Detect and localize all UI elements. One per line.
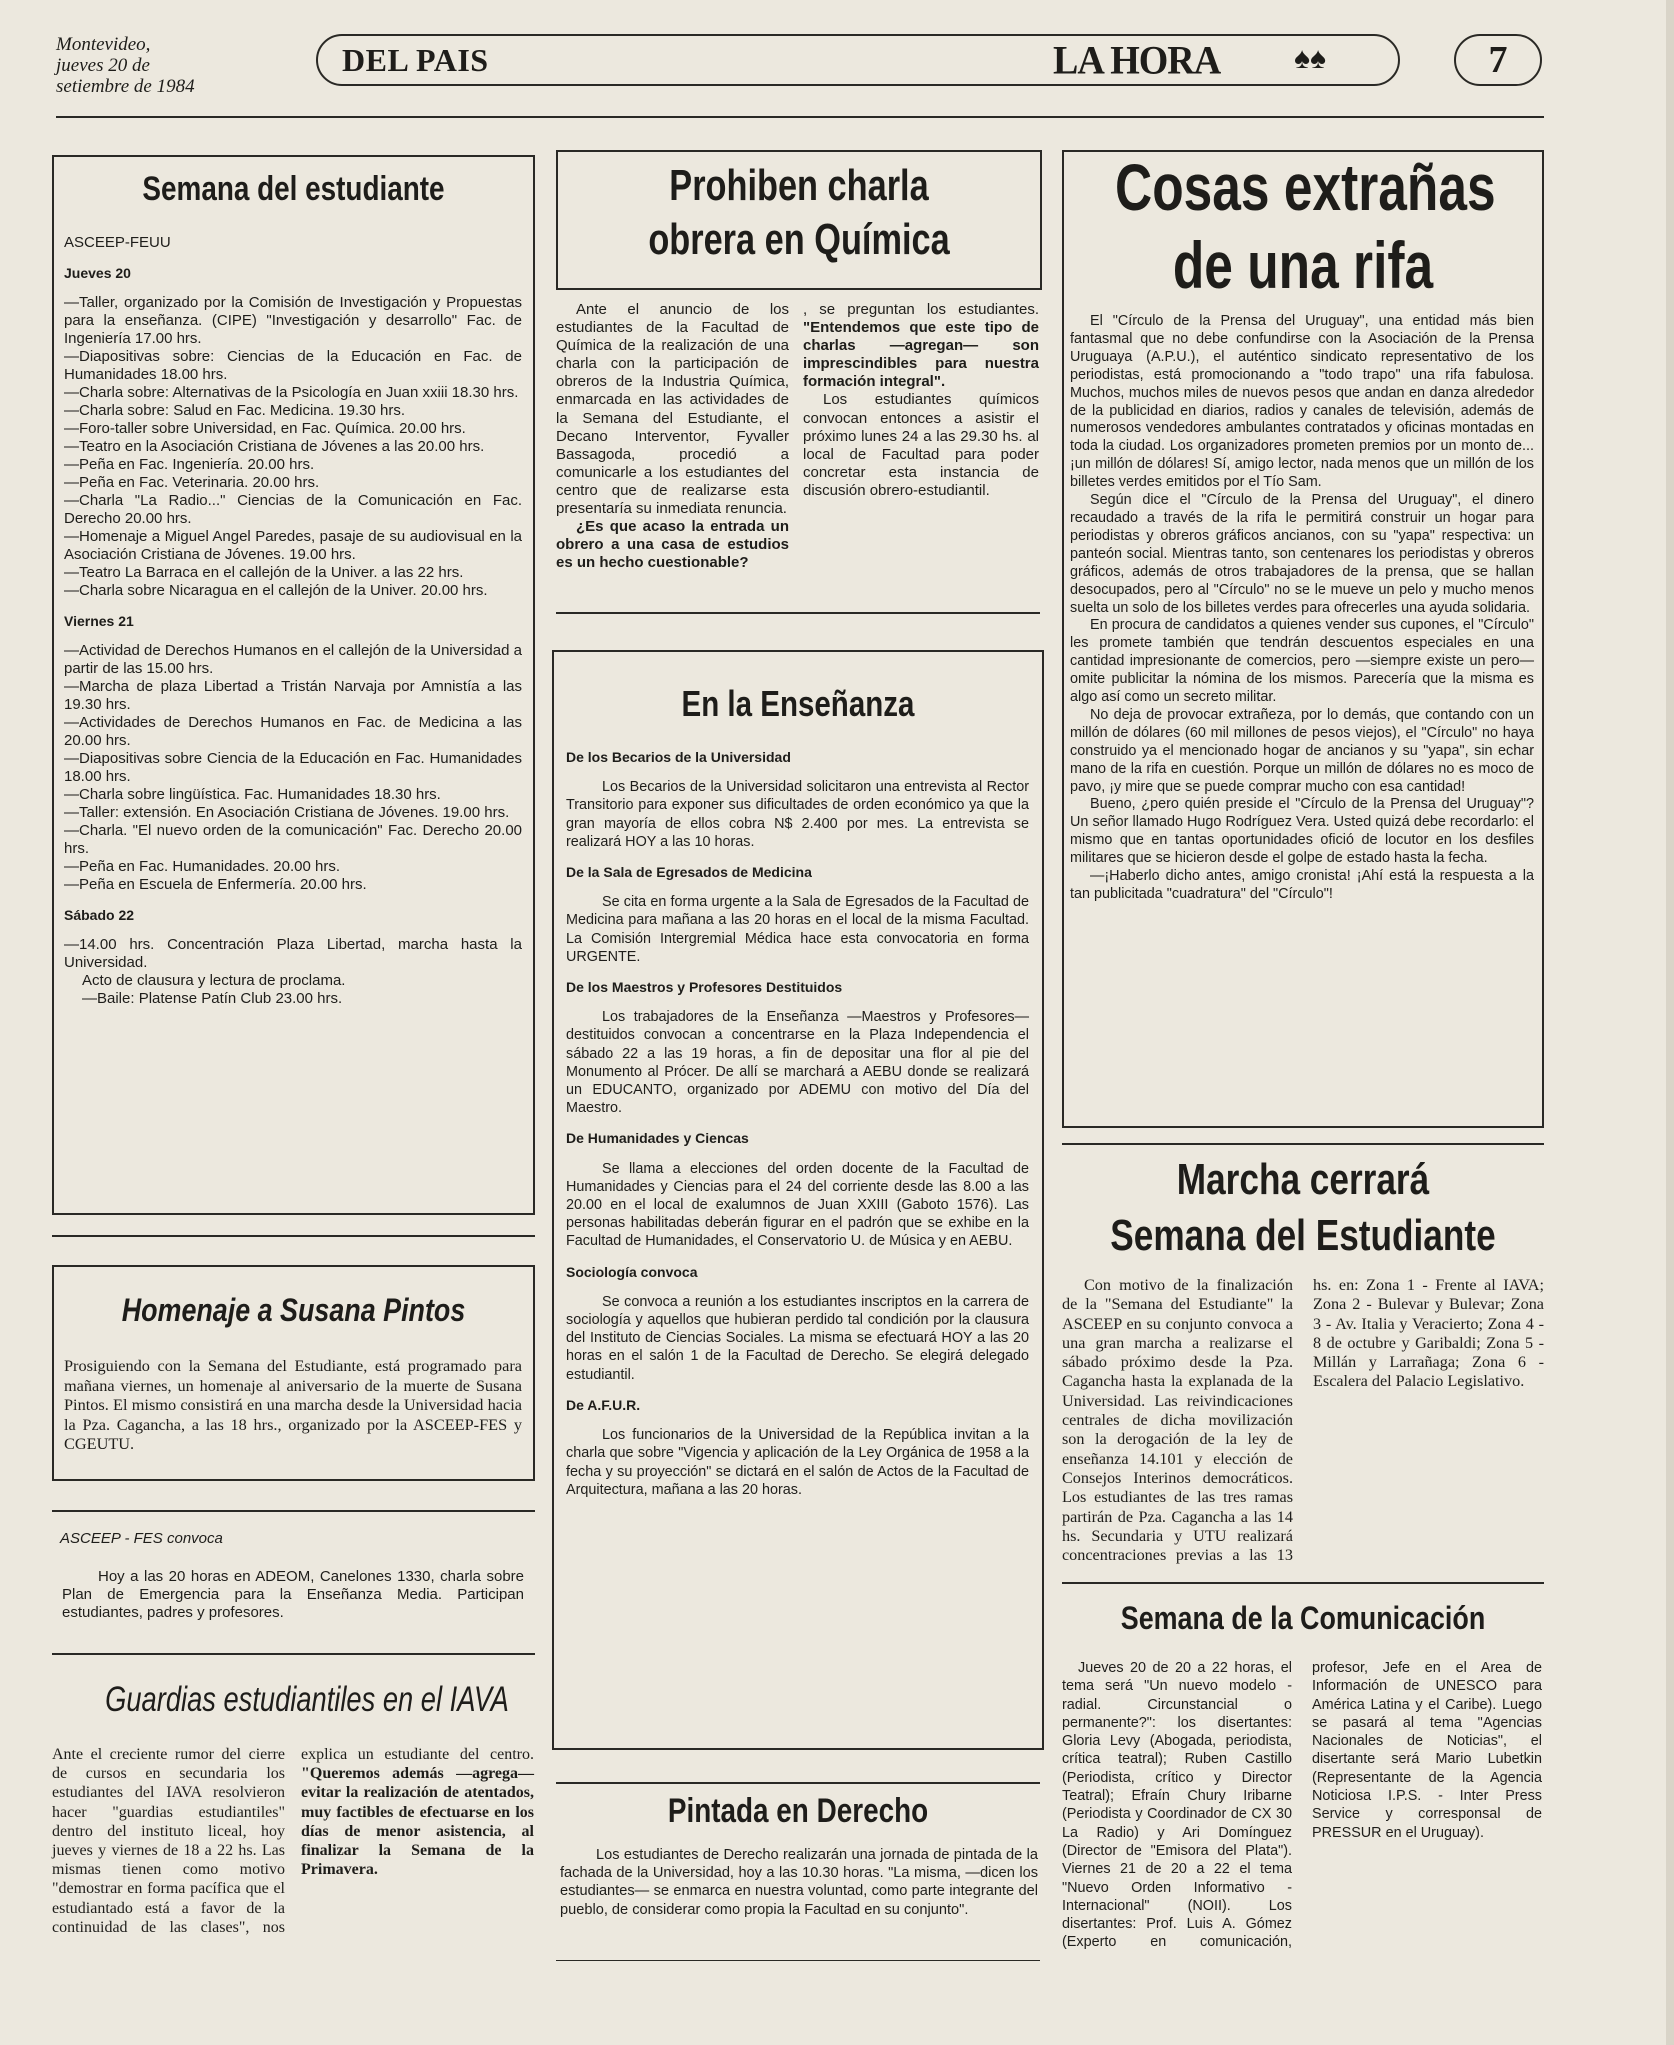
section-heading: Sociología convoca (566, 1263, 698, 1280)
marcha-title-line1: Marcha cerrará (1176, 1155, 1430, 1204)
list-item: —Actividad de Derechos Humanos en el callejón de la Universidad a partir de las 15.00 hrs. (64, 642, 522, 677)
section-banner (316, 34, 1400, 86)
list-item: —14.00 hrs. Concentración Plaza Libertad, marcha hasta la Universidad. (64, 936, 522, 971)
list-item: —Teatro en la Asociación Cristiana de Jóvenes a las 20.00 hrs. (64, 438, 485, 455)
marcha-title-line2: Semana del Estudiante (1110, 1211, 1496, 1260)
list-item: —Peña en Fac. Humanidades. 20.00 hrs. (64, 858, 340, 875)
list-item: —Taller, organizado por la Comisión de Investigación y Propuestas para la enseñanza. (CIPE) "Investigación y desarrollo" Fac. de Ingeniería 17.00 hrs. (64, 294, 522, 347)
rifa-body (1070, 313, 1534, 904)
section-heading: De Humanidades y Ciencas (566, 1130, 749, 1147)
section-heading: De los Maestros y Profesores Destituidos (566, 979, 843, 996)
fes-convoca-title: ASCEEP - FES convoca (60, 1530, 223, 1547)
section-heading: De A.F.U.R. (566, 1396, 641, 1413)
section-body: Los Becarios de la Universidad solicitaron una entrevista al Rector Transitorio para exponer sus dificultades de orden económico ya que la gran mayoría de ellos cobra N$ 2.400 por mes. La entrevista se realizará HOY a las 10 horas. (566, 779, 1029, 850)
list-item: —Peña en Fac. Ingeniería. 20.00 hrs. (64, 456, 315, 473)
page-edge (1666, 0, 1674, 2045)
rifa-title-line2: de una rifa (1172, 228, 1434, 302)
list-item: —Homenaje a Miguel Angel Paredes, pasaje de su audiovisual en la Asociación Cristiana de Jóvenes. 19.00 hrs. (64, 528, 522, 563)
section-heading: De los Becarios de la Universidad (566, 749, 791, 765)
paragraph: El "Círculo de la Prensa del Uruguay", una entidad más bien fantasmal que no debe confundirse con la Asociación de la Prensa Uruguaya (A.P.U.), el auténtico sindicato representativo de los periodistas, está promocionando a "todo trapo" una rifa fabulosa. Muchos, muchos miles de nuevos pesos que andan en danza alrededor de la publicidad en diarios, radios y canales de televisión, además de numerosos vendedores ambulantes contratados y oficinas montadas en toda la ciudad. Los organizadores prometen premios por un monto de... ¡un millón de dólares! Sí, amigo lector, nada menos que un millón de los billetes verdes emitidos por el Tío Sam. (1070, 313, 1534, 491)
list-item: —Peña en Fac. Veterinaria. 20.00 hrs. (64, 474, 320, 491)
newspaper-logo: LA HORA (1053, 38, 1221, 84)
section-body: Se cita en forma urgente a la Sala de Egresados de la Facultad de Medicina para mañana a las 20 horas en el local de la misma Facultad. La Comisión Intergremial Médica hace esta convocatoria en forma URGENTE. (566, 894, 1029, 965)
comunicacion-title: Semana de la Comunicación (1120, 1600, 1486, 1636)
list-item: —Charla. "El nuevo orden de la comunicación" Fac. Derecho 20.00 hrs. (64, 822, 522, 857)
prohiben-body-col-b: , se preguntan los estudiantes. "Entendemos que este tipo de charlas —agregan— son imprescindibles para nuestra formación integral". Los estudiantes químicos convocan entonces a asistir el próximo lunes 24 a las 29.30 hs. al local de Facultad para poder concretar esta instancia de discusión obrero-estudiantil. (803, 301, 1039, 499)
homenaje-body: Prosiguiendo con la Semana del Estudiante, está programado para mañana viernes, un homenaje al aniversario de la muerte de Susana Pintos. El mismo consistirá en una marcha desde la Universidad hacia la Pza. Cagancha, a las 18 hrs., organizado por la ASCEEP-FES y CGEUTU. (64, 1356, 522, 1454)
prohiben-title-line2: obrera en Química (648, 215, 950, 264)
column2-rule (556, 612, 1040, 614)
day-heading: Sábado 22 (64, 907, 135, 923)
list-item: —Peña en Escuela de Enfermería. 20.00 hrs. (64, 876, 367, 893)
page-number-badge (1454, 34, 1542, 86)
ensenanza-body (566, 748, 1029, 1499)
list-item: —Marcha de plaza Libertad a Tristán Narvaja por Amnistía a las 19.30 hrs. (64, 678, 522, 713)
guardias-title: Guardias estudiantiles en el IAVA (105, 1680, 509, 1719)
marcha-body: Con motivo de la finalización de la "Semana del Estudiante" la ASCEEP en su conjunto convoca a una gran marcha a realizarse el sábado próximo desde la Pza. Cagancha hasta la explanada de la Universidad. Las reivindicaciones centrales de dicha movilización son la derogación de la ley de enseñanza 14.101 y elección de Consejos Interinos democráticos. Los estudiantes de las tres ramas partirán de Pza. Cagancha a las 14 hs. Secundaria y UTU realizará concentraciones previas a las 13 hs. en: Zona 1 - Frente al IAVA; Zona 2 - Bulevar y Bulevar; Zona 3 - Av. Italia y Veracierto; Zona 4 - 8 de octubre y Garibaldi; Zona 5 - Millán y Larrañaga; Zona 6 - Escalera del Palacio Legislativo. (1062, 1276, 1544, 1565)
list-item: —Foro-taller sobre Universidad, en Fac. Química. 20.00 hrs. (64, 420, 466, 437)
org-label: ASCEEP-FEUU (64, 234, 171, 251)
list-item: —Taller: extensión. En Asociación Cristiana de Jóvenes. 19.00 hrs. (64, 804, 510, 821)
list-item: —Diapositivas sobre Ciencia de la Educación en Fac. Humanidades 18.00 hrs. (64, 750, 522, 785)
ensenanza-title: En la Enseñanza (681, 683, 915, 724)
comunicacion-body: Jueves 20 de 20 a 22 horas, el tema será "Un nuevo modelo - radial. Circunstancial o permanente?": los disertantes: Gloria Levy (Abogada, periodista, crítica teatral); Ruben Castillo (Periodista, crítico y Director Teatral); Efraín Chury Iribarne (Periodista y Coordinador de CX 30 La Radio) y Ari Domínguez (Director de "Emisora del Plata"). Viernes 21 de 20 a 22 el tema "Nuevo Orden Informativo - Internacional" (NOII). Los disertantes: Prof. Luis A. Gómez (Experto en comunicación, profesor, Jefe en el Area de Información de UNESCO para América Latina y el Caribe). Luego se pasará al tema "Agencias Nacionales de Noticias", el disertante será Mario Lubetkin (Representante de la Agencia Noticiosa I.P.S. - Inter Press Service y corresponsal de PRESSUR en el Uruguay). (1062, 1660, 1542, 1951)
paragraph: Bueno, ¿pero quién preside el "Círculo de la Prensa del Uruguay"? Un señor llamado Hugo Rodríguez Vera. Usted quizá debe recordarlo: el mismo que en tantas oportunidades ofició de locutor en los desfiles militares que se hicieron desde el golpe de estado hasta la fecha. (1070, 796, 1534, 867)
section-body: Se convoca a reunión a los estudiantes inscriptos en la carrera de sociología y aquellos que hubieran perdido tal condición por la clausura del Instituto de Ciencias Sociales. La misma se efectuará HOY a las 20 horas en el salón 1 de la Facultad de Derecho. Se elegirá delegado estudiantil. (566, 1293, 1029, 1383)
guardias-body: Ante el creciente rumor del cierre de cursos en secundaria los estudiantes del IAVA resolvieron hacer "guardias estudiantiles" dentro del instituto liceal, hoy jueves y viernes de 18 a 22 hs. Las mismas tienen como motivo "demostrar en forma pacífica que el estudiantado está a favor de la continuidad de las clases", nos explica un estudiante del centro. "Queremos además —agrega— evitar la realización de atentados, muy factibles de efectuarse en los días de menor asistencia, al finalizar la Semana de la Primavera. (52, 1746, 534, 1936)
pintada-body: Los estudiantes de Derecho realizarán una jornada de pintada de la fachada de la Universidad, hoy a las 10.30 horas. "La misma, —dicen los estudiantes— se enmarca en nuestra voluntad, como parte integrante del pueblo, de considerar como propia la Facultad en su conjunto". (560, 1847, 1038, 1918)
prohiben-body-col-a: Ante el anuncio de los estudiantes de la Facultad de Química de la realización de una charla con la participación de obreros de la Industria Química, enmarcada en las actividades de la Semana del Estudiante, el Decano Interventor, Fyvaller Bassagoda, procedió a comunicarle a los estudiantes del centro que de realizarse esta presentaría su inmediata renuncia. ¿Es que acaso la entrada un obrero a una casa de estudios es un hecho cuestionable? (556, 301, 789, 572)
day-heading: Jueves 20 (64, 265, 131, 281)
page-number: 7 (1488, 39, 1508, 81)
column2-rule (556, 1960, 1040, 1961)
list-item: —Diapositivas sobre: Ciencias de la Educación en Fac. de Humanidades 18.00 hrs. (64, 348, 522, 383)
list-item: —Charla "La Radio..." Ciencias de la Comunicación en Fac. Derecho 20.00 hrs. (64, 492, 522, 527)
semana-estudiante-title: Semana del estudiante (142, 170, 445, 208)
masthead-rule (56, 116, 1544, 118)
day-heading: Viernes 21 (64, 613, 134, 629)
rifa-title-line1: Cosas extrañas (1115, 150, 1496, 224)
semana-estudiante-body (64, 234, 522, 1008)
list-item: —Baile: Platense Patín Club 23.00 hrs. (82, 990, 343, 1007)
list-item: —Charla sobre: Alternativas de la Psicología en Juan xxiii 18.30 hrs. (64, 384, 519, 401)
section-heading: De la Sala de Egresados de Medicina (566, 864, 812, 881)
column1-rule (52, 1510, 535, 1512)
section-body: Los trabajadores de la Enseñanza —Maestros y Profesores— destituidos convocan a concentrarse en la Plaza Independencia el sábado 22 a las 19 horas, a fin de depositar una flor al pie del Monumento al Prócer. De allí se marchará a AEBU donde se realizará un EDUCANTO, organizado por ADEMU con motivo del Día del Maestro. (566, 1009, 1029, 1117)
column3-rule (1062, 1143, 1544, 1145)
paragraph: En procura de candidatos a quienes vender sus cupones, el "Círculo" les promete también que tendrán descuentos especiales en una cantidad impresionante de comercios, pero —siempre existe un pero— omite publicitar la nómina de los mismos. Parecería que la misma es algo así como un secreto militar. (1070, 617, 1534, 706)
list-item: —Charla sobre: Salud en Fac. Medicina. 19.30 hrs. (64, 402, 406, 419)
list-item: —Charla sobre lingüística. Fac. Humanidades 18.30 hrs. (64, 786, 441, 803)
list-item: —Teatro La Barraca en el callejón de la Univer. a las 22 hrs. (64, 564, 464, 581)
section-name: DEL PAIS (342, 42, 489, 78)
list-item: —Charla sobre Nicaragua en el callejón de la Univer. 20.00 hrs. (64, 582, 488, 599)
dateline: Montevideo, jueves 20 de setiembre de 1984 (56, 34, 195, 97)
pintada-title: Pintada en Derecho (667, 1792, 929, 1830)
section-body: Se llama a elecciones del orden docente de la Facultad de Humanidades y Ciencias para el 24 del corriente desde las 8.00 a las 20.00 en el local de exalumnos de Juan XXIII (Gaboto 1576). Las personas habilitadas deberán figurar en el padrón que se exhibe en la Facultad de Humanidades, el Conservatorio U. de Música y en AEBU. (566, 1160, 1029, 1250)
prohiben-title-line1: Prohiben charla (669, 161, 929, 210)
fes-convoca-body: Hoy a las 20 horas en ADEOM, Canelones 1330, charla sobre Plan de Emergencia para la Enseñanza Media. Participan estudiantes, padres y profesores. (62, 1568, 524, 1621)
column1-rule (52, 1235, 535, 1237)
paragraph: Según dice el "Círculo de la Prensa del Uruguay", el dinero recaudado a través de la rifa le permitirá construir un hogar para periodistas y obreros gráficos ancianos, con su "yapa" respectiva: un panteón social. Mientras tanto, son centenares los periodistas y obreros gráficos, además de otros trabajadores de la prensa, que se hallan desocupados, pero al "Círculo" no se le mueve un pelo y mucho menos suelta un solo de los billetes verdes para ofrecerles una ayuda solidaria. (1070, 492, 1534, 616)
paragraph: No deja de provocar extrañeza, por lo demás, que contando con un millón de dólares (60 mil millones de pesos viejos), el "Círculo" no haya construido ya el mencionado hogar de ancianos y su "yapa", sin echar mano de la rifa en cuestión. Porque un millón de dólares no es moco de pavo, ¡y mire que se puede comprar mucho con esa cantidad! (1070, 706, 1534, 795)
homenaje-title: Homenaje a Susana Pintos (121, 1292, 466, 1328)
column3-rule (1062, 1582, 1544, 1584)
column1-rule (52, 1653, 535, 1655)
list-item: —Actividades de Derechos Humanos en Fac. de Medicina a las 20.00 hrs. (64, 714, 522, 749)
list-item: Acto de clausura y lectura de proclama. (82, 972, 346, 989)
prohiben-question: ¿Es que acaso la entrada un obrero a una casa de estudios es un hecho cuestionable? (556, 518, 789, 572)
paragraph: —¡Haberlo dicho antes, amigo cronista! ¡Ahí está la respuesta a la tan publicitada "cuadratura" del "Círculo"! (1070, 868, 1534, 902)
logo-marks-icon: ♠♠ (1294, 42, 1326, 75)
column2-rule (556, 1782, 1040, 1784)
section-body: Los funcionarios de la Universidad de la República invitan a la charla que sobre "Vigencia y aplicación de la Ley Orgánica de 1958 a la fecha y su proyección" se dictará en el salón de Actos de la Facultad de Arquitectura, mañana a las 20 horas. (566, 1427, 1029, 1498)
